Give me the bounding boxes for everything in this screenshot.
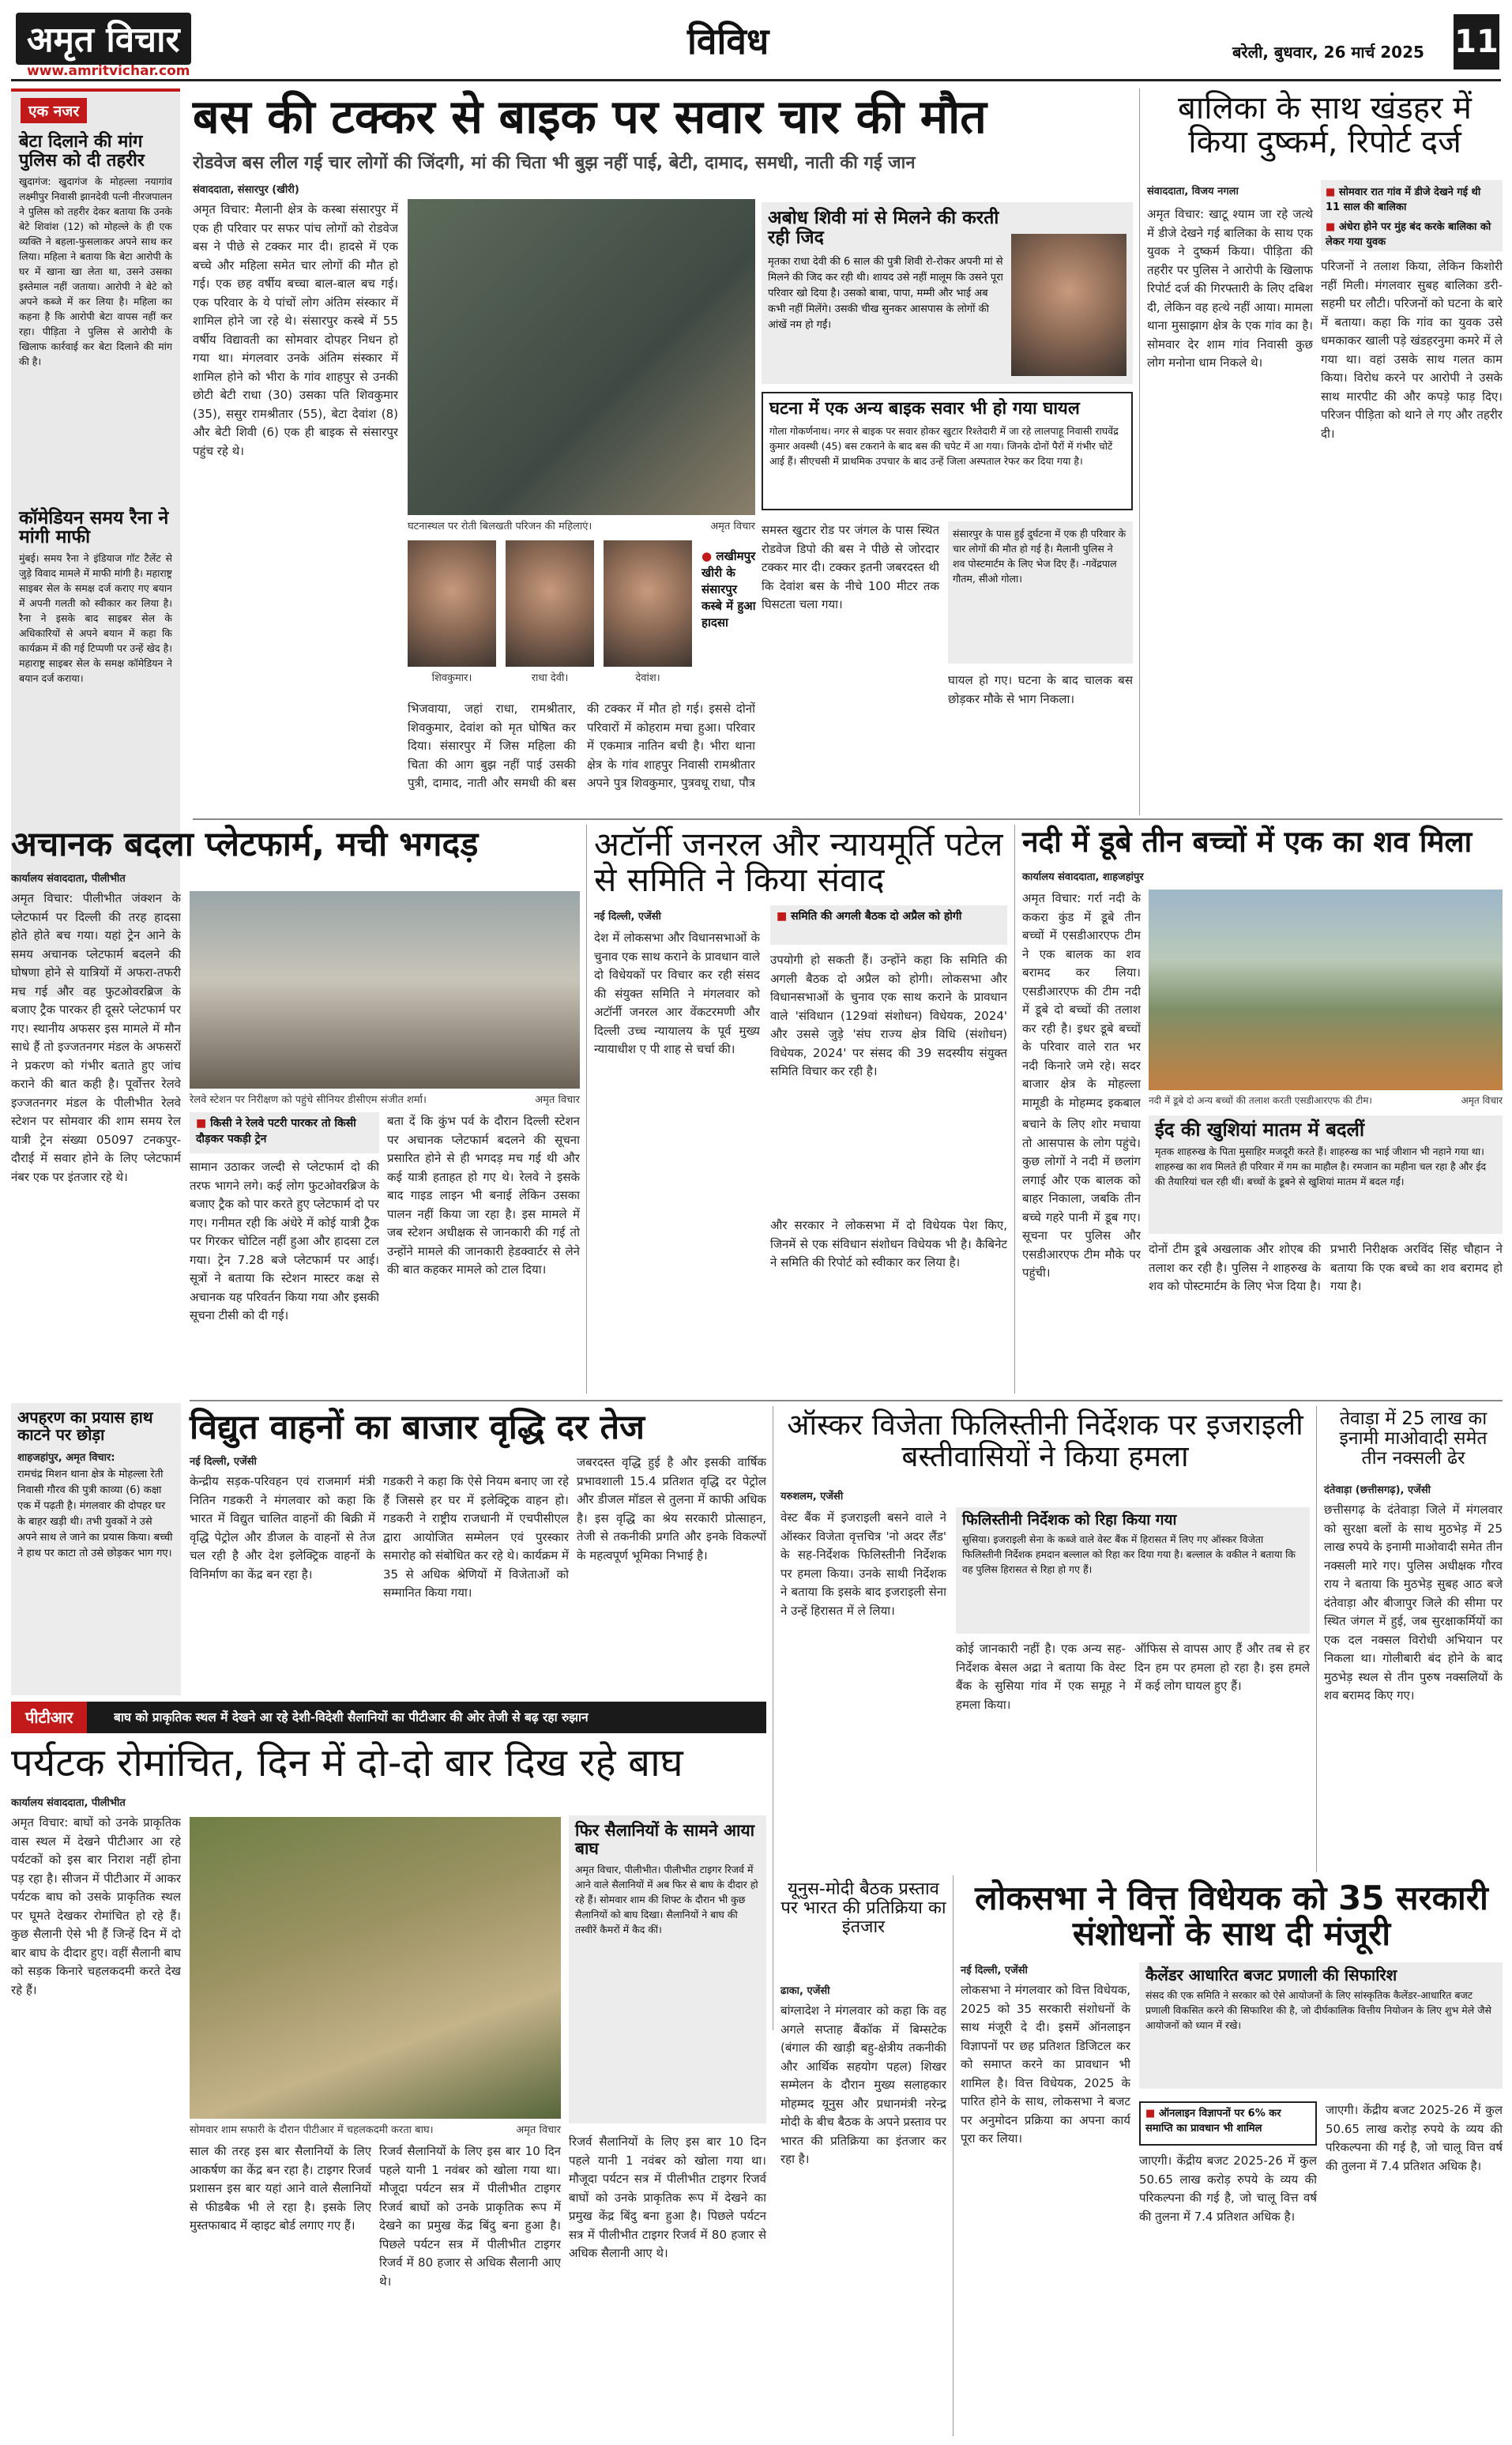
drowning-col3: दोनों टीम डूबे अखलाक और शोएब की तलाश कर रही है। पुलिस ने शाहरुख के शव को पोस्टमार्टम के लिए भेज दिया है। प्रभारी निरीक्षक अरविंद सिंह चौहान ने बताया कि एक बच्चे का शव बरामद हो गया है।: [1149, 1242, 1503, 1293]
injury-col2: घायल हो गए। घटना के बाद चालक बस छोड़कर मौके से भाग निकला।: [948, 673, 1133, 706]
briefs-tag: एक नजर: [21, 98, 87, 123]
eid-text: मृतक शाहरुख के पिता मुसाहिर मजदूरी करते हैं। शाहरुख का भाई जीशान भी नहाने गया था। शाहरुख का शव मिलते ही परिवार में गम का माहौल है। रमजान का महीना चल रहा है और ईद की तैयारियां चल रही थीं। बच्चों के डूबने से खुशियां मातम में बदल गईं।: [1155, 1145, 1487, 1187]
station-photo: [190, 891, 580, 1089]
kidnap-dateline: शाहजहांपुर, अमृत विचार:: [17, 1452, 115, 1465]
brief-title: बेटा दिलाने की मांग पुलिस को दी तहरीर: [19, 132, 145, 171]
section-title: विविध: [687, 20, 769, 62]
police-quote-box: संसारपुर के पास हुई दुर्घटना में एक ही परिवार के चार लोगों की मौत हो गई है। मैलानी पुलिस ने शव पोस्टमार्टम के लिए भेज दिए हैं। -गवेंद्रपाल गौतम, सीओ गोला।: [948, 521, 1133, 664]
rape-story-col1: अमृत विचार: खाटू श्याम जा रहे जत्थे में डीजे देखने गई बालिका के साथ एक युवक ने दुष्कर्म किया। पीड़िता की तहरीर पर पुलिस ने आरोपी के खिलाफ रिपोर्ट दर्ज की गिरफ्तारी के लिए दबिश दी, लेकिन वह हत्थे नहीं आया। मामला थाना मुसाझाग क्षेत्र के एक गांव का है। सोमवार देर शाम गांव निवासी कुछ लोग मनोना धाम निकले थे।: [1147, 207, 1313, 370]
square-icon: ■: [1145, 2108, 1156, 2120]
top-story-col2: भिजवाया, जहां राधा, रामश्रीतार, शिवकुमार, देवांश को मृत घोषित कर दिया। संसारपुर में जिस महिला की चिता की आग बुझ नहीं पाई उसकी पुत्री, दामाद, नाती और समधी की बस की टक्कर में मौत हो गई। इससे दोनों परिवारों में कोहराम मचा हुआ। परिवार में एकमात्र नातिन बची है। भीरा थाना क्षेत्र के गांव शाहपुर निवासी रामश्रीतार अपने पुत्र शिवकुमार, पुत्रवधू राधा, पौत्र: [408, 702, 755, 790]
digital-tax-highlight: ■ ऑनलाइन विज्ञापनों पर 6% कर समाप्ति का प्रावधान भी शामिल: [1139, 2101, 1317, 2146]
victim-photo: [604, 540, 692, 667]
child-photo: [1011, 234, 1126, 376]
victims-tag: ● लखीमपुर खीरी के संसारपुर कस्बे में हुआ हादसा: [701, 549, 756, 630]
tiger-sighting-title: फिर सैलानियों के सामने आया बाघ: [575, 1821, 755, 1858]
square-icon: ■: [1326, 221, 1336, 233]
drowning-col2: बचाने के लिए शोर मचाया तो आसपास के लोग पहुंचे। कुछ लोगों ने नदी में छलांग लगाई और एक बालक को बाहर निकाला, जबकि तीन बच्चे गहरे पानी में डूब गए। सूचना पर पुलिस और एसडीआरएफ टीम मौके पर पहुंची।: [1022, 1117, 1141, 1280]
tiger-sighting-box: [569, 1815, 766, 2123]
calendar-budget-text: संसद की एक समिति ने सरकार को ऐसे आयोजनों के लिए सांस्कृतिक कैलेंडर-आधारित बजट प्रणाली विकसित करने की सिफारिश की है, जो दीर्घकालिक वित्तीय नियोजन के लिए शुभ मेले जैसे आयोजनों को ध्यान में रखे।: [1145, 1988, 1491, 2031]
section-rule: [190, 1400, 1503, 1401]
loksabha-col1: लोकसभा ने मंगलवार को वित्त विधेयक, 2025 को 35 सरकारी संशोधनों के साथ मंजूरी दे दी। इसमें ऑनलाइन विज्ञापनों पर छह प्रतिशत डिजिटल कर को समाप्त करने का प्रावधान भी शामिल है। वित्त विधेयक, 2025 के पारित होने के साथ, लोकसभा ने बजट पर अनुमोदन प्रक्रिया का अपना कार्य पूरा कर लिया।: [961, 1983, 1130, 2146]
river-photo: [1149, 890, 1503, 1090]
loksabha-dateline: नई दिल्ली, एजेंसी: [961, 1965, 1028, 1977]
victim-name: राधा देवी।: [531, 672, 569, 684]
tiger-col4: रिजर्व सैलानियों के लिए इस बार 10 दिन पहले यानी 1 नवंबर को खोला गया था। मौजूदा पर्यटन सत्र में पीलीभीत टाइगर रिजर्व बाघों को उनके प्राकृतिक रूप में देखने का प्रमुख केंद्र बिंदु बना हुआ है। पिछले पर्यटन सत्र में पीलीभीत टाइगर रिजर्व में 80 हजार से अधिक सैलानी आए थे।: [569, 2135, 766, 2260]
loksabha-headline: लोकसभा ने वित्त विधेयक को 35 सरकारी संशोधनों के साथ दी मंजूरी: [975, 1879, 1488, 1954]
tiger-photo: [190, 1817, 561, 2119]
injury-brief-box: [762, 392, 1133, 510]
ev-dateline: नई दिल्ली, एजेंसी: [190, 1456, 257, 1468]
child-story-title: अबोध शिवी मां से मिलने की करती रही जिद: [768, 208, 999, 248]
victim-photo: [506, 540, 594, 667]
attorney-col2: उपयोगी हो सकती हैं। उन्होंने कहा कि समिति की अगली बैठक दो अप्रैल को होगी। लोकसभा और विधानसभाओं के चुनाव एक साथ कराने के प्रावधान वाले 'संविधान (129वां संशोधन) विधेयक, 2024' और उससे जुड़े 'संघ राज्य क्षेत्र विधि (संशोधन) विधेयक, 2024' पर संसद की 39 सदस्यीय संयुक्त समिति विचार कर रही है।: [770, 953, 1007, 1078]
rape-story-col2: परिजनों ने तलाश किया, लेकिन किशोरी नहीं मिली। मंगलवार सुबह बालिका डरी-सहमी घर लौटी। परिजनों को घटना के बारे में बताया। कहा कि गांव का युवक उसे धमकाकर खाली पड़े खंडहरनुमा कमरे में ले गया था। वहां उसके साथ गलत काम किया। विरोध करने पर आरोपी ने उसके साथ मारपीट की और कपड़े फाड़ दिए। परिजन पीड़िता को थाने ले गए और तहरीर दी।: [1321, 259, 1503, 441]
drowning-dateline: कार्यालय संवाददाता, शाहजहांपुर: [1022, 871, 1144, 883]
photo-credit: अमृत विचार: [535, 1094, 580, 1106]
platform-headline: अचानक बदला प्लेटफार्म, मची भगदड़: [11, 825, 479, 864]
photo-credit: अमृत विचार: [1461, 1095, 1503, 1106]
director-release-text: सुसिया। इजराइली सेना के कब्जे वाले वेस्ट बैंक में हिरासत में लिए गए ऑस्कर विजेता फिलिस्तीनी निर्देशक हमदान बल्लाल को रिहा कर दिया गया है। बल्लाल के वकील ने बताया कि वह पुलिस हिरासत से रिहा हो गए हैं।: [962, 1533, 1296, 1575]
tiger-col1: अमृत विचार: बाघों को उनके प्राकृतिक वास स्थल में देखने पीटीआर आ रहे पर्यटकों को इस बार निराश नहीं होना पड़ रहा है। सीजन में पीटीआर में आकर पर्यटक बाघ को उसके प्राकृतिक स्थल पर घूमते देखकर रोमांचित हो रहे हैं। कुछ सैलानी ऐसे भी हैं जिन्हें दिन में दो बार बाघ के दीदार हुए। वहीं सैलानी बाघ को सड़क किनारे चहलकदमी करते देख रहे हैं।: [11, 1815, 181, 1997]
rape-story-highlights: [1321, 180, 1503, 251]
tiger-sighting-text: अमृत विचार, पीलीभीत। पीलीभीत टाइगर रिजर्व में आने वाले सैलानियों में अब फिर से बाघ के दीदार हो रहे हैं। सोमवार शाम की शिफ्ट के दौरान भी कुछ सैलानियों को बाघ दिखा। सैलानियों ने बाघ की तस्वीरें कैमरों में कैद कीं।: [575, 1864, 758, 1936]
ptr-ribbon-tag: पीटीआर: [11, 1702, 87, 1733]
victim-name: शिवकुमार।: [431, 672, 472, 684]
page-number: 11: [1454, 14, 1499, 70]
photo-caption: सोमवार शाम सफारी के दौरान पीटीआर में चहलकदमी करता बाघ। अमृत विचार: [190, 2122, 561, 2136]
platform-col3: बता दें कि कुंभ पर्व के दौरान दिल्ली स्टेशन पर अचानक प्लेटफार्म बदलने की सूचना प्रसारित होने से ही भगदड़ मच गई थी और कई यात्री हताहत हो गए थे। रेलवे ने इसके बाद गाइड लाइन भी बनाई लेकिन उसका पालन नहीं किया जा रहा है। इस मामले में जब स्टेशन अधीक्षक से जानकारी की गई तो उन्होंने मामले की जानकारी हेडक्वार्टर से लेने की बात कहकर मामले को टाल दिया।: [387, 1114, 580, 1277]
top-story-dateline: संवाददाता, संसारपुर (खीरी): [193, 184, 299, 196]
rape-story-headline: बालिका के साथ खंडहर में किया दुष्कर्म, रिपोर्ट दर्ज: [1178, 90, 1472, 161]
ptr-ribbon: [11, 1702, 766, 1733]
victim-name: देवांश।: [635, 672, 660, 684]
tiger-col2: साल की तरह इस बार सैलानियों के लिए आकर्षण का केंद्र बन रहा है। टाइगर रिजर्व प्रशासन इस बार यहां आने वाले सैलानियों से फीडबैक भी ले रहा है। इसके लिए मुस्तफाबाद में व्हाइट बोर्ड लगाए गए हैं।: [190, 2144, 371, 2232]
yunus-dateline: ढाका, एजेंसी: [780, 1985, 830, 1997]
oscar-col3: ऑफिस से वापस आए हैं और तब से हर दिन हम पर हमला हो रहा है। इस हमले में कई लोग घायल हुए हैं।: [1134, 1642, 1310, 1693]
platform-highlight: ■ किसी ने रेलवे पटरी पारकर तो किसी दौड़कर पकड़ी ट्रेन: [190, 1112, 379, 1153]
highlight: ■ अंधेरा होने पर मुंह बंद करके बालिका को लेकर गया युवक: [1326, 221, 1491, 248]
brief-text: खुदागंज: खुदागंज के मोहल्ला नयागांव लक्ष्मीपुर निवासी झानदेवी पत्नी नीरजपालन ने पुलिस को तहरीर देकर बताया कि उनके बेटे शिवांश (12) को मोहल्ले के ही एक व्यक्ति ने बहला-फुसलाकर अपने साथ कर लिया। महिला ने बताया कि बेटा आरोपी के घर में खाना खा लेता था, उसने उसका इस्तेमाल नहीं जताया। आरोपी ने बेटे को अपने कब्जे में कर लिया है। महिला का कहना है कि आरोपी बेटा वापस नहीं कर रहा। पीड़िता ने पुलिस से आरोपी के खिलाफ कार्रवाई कर बेटा दिलाने की मांग की है।: [19, 175, 172, 367]
maoist-headline: तेवाड़ा में 25 लाख का इनामी माओवादी समेत तीन नक्सली ढेर: [1339, 1409, 1488, 1469]
injury-brief-text: गोला गोकर्णनाथ। नगर से बाइक पर सवार होकर खुटार रिश्तेदारी में जा रहे लालपाहू निवासी राघवेंद्र कुमार अवस्थी (45) बस टकराने के बाद बस की चपेट में आ गया। जिनके दोनों पैरों में गंभीर चोटें आई हैं। सीएचसी में प्राथमिक उपचार के बाद उन्हें जिला अस्पताल रेफर कर दिया गया है।: [769, 424, 1119, 467]
platform-col2: सामान उठाकर जल्दी से प्लेटफार्म दो की तरफ भागने लगे। कई लोग फुटओवरब्रिज के बजाए ट्रैक को पार करते हुए प्लेटफार्म दो पर गए। गनीमत रही कि अंधेरे में कोई यात्री ट्रैक पर गिरकर चोटिल नहीं हुआ और हादसा टल गया। ट्रेन 7.28 बजे प्लेटफार्म पर आई। सूत्रों ने बताया कि स्टेशन मास्टर कक्ष से अचानक यह परिवर्तन किया गया और इसकी सूचना टीसी को दी गई।: [190, 1160, 379, 1322]
director-release-title: फिलिस्तीनी निर्देशक को रिहा किया गया: [962, 1511, 1177, 1529]
attorney-headline: अटॉर्नी जनरल और न्यायमूर्ति पटेल से समिति ने किया संवाद: [594, 825, 1003, 900]
rape-story-dateline: संवाददाता, विजय नगला: [1147, 186, 1239, 197]
column-divider: [1316, 1406, 1317, 1872]
tiger-headline: पर्यटक रोमांचित, दिन में दो-दो बार दिख रहे बाघ: [11, 1740, 683, 1785]
platform-dateline: कार्यालय संवाददाता, पीलीभीत: [11, 873, 126, 885]
attorney-col1: देश में लोकसभा और विधानसभाओं के चुनाव एक साथ कराने के प्रावधान वाले दो विधेयकों पर विचार कर रही संसद की संयुक्त समिति ने मंगलवार को अटॉर्नी जनरल आर वेंकटरमणी और दिल्ली उच्च न्यायालय के पूर्व मुख्य न्यायाधीश ए पी शाह से चर्चा की।: [594, 931, 760, 1056]
section-rule: [193, 818, 1503, 820]
photo-caption: घटनास्थल पर रोती बिलखती परिजन की महिलाएं। अमृत विचार: [408, 518, 755, 532]
square-icon: ■: [777, 910, 788, 923]
tiger-dateline: कार्यालय संवाददाता, पीलीभीत: [11, 1797, 126, 1809]
calendar-budget-box: [1139, 1962, 1503, 2089]
drowning-headline: नदी में डूबे तीन बच्चों में एक का शव मिला: [1022, 825, 1473, 859]
eid-title: ईद की खुशियां मातम में बदलीं: [1155, 1119, 1365, 1141]
eid-box: [1149, 1115, 1503, 1234]
highlight: ■ सोमवार रात गांव में डीजे देखने गई थी 11 साल की बालिका: [1326, 186, 1481, 213]
tiger-col3: रिजर्व सैलानियों के लिए इस बार 10 दिन पहले यानी 1 नवंबर को खोला गया था। मौजूदा पर्यटन सत्र में पीलीभीत टाइगर रिजर्व बाघों को उनके प्राकृतिक रूप में देखने का प्रमुख केंद्र बिंदु बना हुआ है। पिछले पर्यटन सत्र में पीलीभीत टाइगर रिजर्व में 80 हजार से अधिक सैलानी आए थे।: [379, 2144, 561, 2289]
square-icon: ■: [1326, 186, 1336, 198]
yunus-headline: यूनुस-मोदी बैठक प्रस्ताव पर भारत की प्रतिक्रिया का इंतजार: [780, 1879, 946, 1937]
victim-photo: [408, 540, 496, 667]
masthead-site: www.amritvichar.com: [27, 63, 190, 79]
photo-credit: अमृत विचार: [710, 521, 755, 532]
maoist-text: छत्तीसगढ़ के दंतेवाड़ा जिले में मंगलवार को सुरक्षा बलों के साथ मुठभेड़ में 25 लाख रुपये के इनामी माओवादी समेत तीन नक्सली मारे गए। पुलिस अधीक्षक गौरव राय ने बताया कि मुठभेड़ सुबह आठ बजे दंतेवाड़ा और बीजापुर जिले की सीमा पर स्थित जंगल में हुई, जब सुरक्षाकर्मियों का एक दल नक्सल विरोधी अभियान पर निकला था। गोलीबारी बंद होने के बाद मुठभेड़ स्थल से तीन पुरुष नक्सलियों के शव बरामद किए गए।: [1324, 1503, 1503, 1702]
ev-col2: गडकरी ने कहा कि ऐसे नियम बनाए जा रहे हैं जिससे हर घर में इलेक्ट्रिक वाहन हो। गडकरी ने राष्ट्रीय राजधानी में एचपीसीएल द्वारा आयोजित सम्मेलन एवं पुरस्कार समारोह को संबोधित कर रहे थे। कार्यक्रम में 35 से अधिक श्रेणियों में विजेताओं को सम्मानित किया गया।: [383, 1474, 569, 1600]
attorney-highlight: ■ समिति की अगली बैठक दो अप्रैल को होगी: [770, 905, 1007, 945]
column-divider: [586, 825, 587, 1394]
photo-caption: रेलवे स्टेशन पर निरीक्षण को पहुंचे सीनियर डीसीएम संजीत शर्मा। अमृत विचार: [190, 1092, 580, 1106]
injury-brief-title: घटना में एक अन्य बाइक सवार भी हो गया घायल: [769, 399, 1080, 419]
masthead-date: बरेली, बुधवार, 26 मार्च 2025: [1232, 43, 1424, 62]
ev-col1: केन्द्रीय सड़क-परिवहन एवं राजमार्ग मंत्री नितिन गडकरी ने मंगलवार को कहा कि भारत में विद्युत चालित वाहनों की बिक्री में वृद्धि पेट्रोल और डीजल के वाहनों से तेज चल रही है और देश इलेक्ट्रिक वाहनों के विनिर्माण का केंद्र बन रहा है।: [190, 1474, 375, 1582]
loksabha-col3: जाएगी। केंद्रीय बजट 2025-26 में कुल 50.65 लाख करोड़ रुपये के व्यय की परिकल्पना की गई है, जो चालू वित्त वर्ष की तुलना में 7.4 प्रतिशत अधिक है।: [1326, 2103, 1503, 2173]
column-divider: [1139, 88, 1140, 815]
column-divider: [1014, 825, 1015, 1394]
square-icon: ■: [196, 1117, 207, 1130]
attorney-col3: और सरकार ने लोकसभा में दो विधेयक पेश किए, जिनमें से एक संविधान संशोधन विधेयक भी है। कैबिनेट ने समिति की रिपोर्ट को स्वीकार कर लिया है।: [770, 1218, 1007, 1270]
ev-col3: जबरदस्त वृद्धि हुई है और इसकी वार्षिक प्रभावशाली 15.4 प्रतिशत वृद्धि दर पेट्रोल और डीजल मॉडल से तुलना में काफी अधिक है। इस वृद्धि का श्रेय सरकारी प्रोत्साहन, तेजी से तकनीकी प्रगति और इनके विकल्पों के महत्वपूर्ण भूमिका निभाई है।: [577, 1455, 766, 1563]
top-story-subhead: रोडवेज बस लील गई चार लोगों की जिंदगी, मां की चिता भी बुझ नहीं पाई, बेटी, दामाद, समधी, नाती की गई जान: [193, 153, 916, 173]
child-story-box: [762, 202, 1133, 384]
dot-icon: ●: [701, 549, 713, 563]
calendar-budget-title: कैलेंडर आधारित बजट प्रणाली की सिफारिश: [1145, 1965, 1397, 1984]
drowning-col1: अमृत विचार: गर्रा नदी के ककरा कुंड में डूबे तीन बच्चों में एसडीआरएफ टीम ने एक बालक का शव बरामद कर लिया। एसडीआरएफ की टीम नदी में डूबे दो बच्चों की तलाश कर रही है। इधर डूबे बच्चों के परिवार वाले रात भर नदी किनारे जमे रहे। सदर बाजार क्षेत्र के मोहल्ला मामूडी के मोहम्मद इकबाल: [1022, 891, 1141, 1110]
attorney-dateline: नई दिल्ली, एजेंसी: [594, 911, 661, 923]
loksabha-col2: जाएगी। केंद्रीय बजट 2025-26 में कुल 50.65 लाख करोड़ रुपये के व्यय की परिकल्पना की गई है, जो चालू वित्त वर्ष की तुलना में 7.4 प्रतिशत अधिक है।: [1139, 2153, 1317, 2224]
director-release-box: [956, 1507, 1310, 1634]
kidnap-title: अपहरण का प्रयास हाथ काटने पर छोड़ा: [17, 1408, 153, 1444]
oscar-col2: कोई जानकारी नहीं है। एक अन्य सह-निर्देशक बेसल अद्रा ने बताया कि वेस्ट बैंक के सुसिया गांव में एक समूह ने हमला किया।: [956, 1642, 1126, 1712]
brief-text: मुंबई। समय रैना ने इंडियाज गॉट टैलेंट से जुड़े विवाद मामले में माफी मांगी है। महाराष्ट्र साइबर सेल के समक्ष दर्ज कराए गए बयान में अपनी गलती को स्वीकार कर लिया है। रैना ने इसके बाद साइबर सेल के अधिकारियों से अपने बयान में कहा कि कार्यक्रम में की गई टिप्पणी पर उन्हें खेद है। महाराष्ट्र साइबर सेल के समक्ष कॉमेडियन ने बयान दर्ज कराया।: [19, 552, 172, 685]
platform-col1: अमृत विचार: पीलीभीत जंक्शन के प्लेटफार्म पर दिल्ली की तरह हादसा होते होते बच गया। यहां ट्रेन आने के समय अचानक प्लेटफार्म बदलने की घोषणा होने से यात्रियों में अफरा-तफरी मच गई और वह फुटओवरब्रिज के बजाए ट्रैक पारकर ही दूसरे प्लेटफार्म पर गए। स्थानीय अफसर इस मामले में मौन साधे हैं तो इज्जतनगर मंडल के अफसरों ने प्रकरण को गंभीर बताते हुए जांच कराने की बात कही है। पूर्वोत्तर रेलवे इज्जतनगर मंडल के पीलीभीत रेलवे स्टेशन पर सोमवार की शाम समय रेल यात्री ट्रेन संख्या 05097 टनकपुर-दौराई में सवार होने के लिए प्लेटफार्म नंबर एक पर इंतजार रहे थे।: [11, 891, 181, 1184]
maoist-dateline: दंतेवाड़ा (छत्तीसगढ़), एजेंसी: [1324, 1484, 1431, 1496]
injury-col1: समस्त खुटार रोड पर जंगल के पास स्थित रोडवेज डिपो की बस ने पीछे से जोरदार टक्कर मार दी। टक्कर इतनी जबरदस्त थी कि देवांश बस के नीचे 100 मीटर तक घिसटता चला गया।: [762, 523, 939, 611]
oscar-headline: ऑस्कर विजेता फिलिस्तीनी निर्देशक पर इजराइली बस्तीवासियों ने किया हमला: [787, 1408, 1303, 1473]
child-story-text: मृतका राधा देवी की 6 साल की पुत्री शिवी रो-रोकर अपनी मां से मिलने की जिद कर रही थी। शायद उसे नहीं मालूम कि उसने पूरा परिवार खो दिया है। उसको बाबा, पापा, मम्मी और भाई अब कभी नहीं मिलेंगे। उसकी चीख सुनकर आसपास के लोगों की आंखें नम हो गईं।: [768, 255, 1003, 331]
ev-headline: विद्युत वाहनों का बाजार वृद्धि दर तेज: [190, 1408, 645, 1447]
kidnap-box: [11, 1403, 181, 1695]
oscar-col1: वेस्ट बैंक में इजराइली बसने वाले ने ऑस्कर विजेता वृत्तचित्र 'नो अदर लैंड' के सह-निर्देशक फिलिस्तीनी निर्देशक पर हमला किया। उनके साथी निर्देशक ने बताया कि इसके बाद इजराइली सेना ने उन्हें हिरासत में ले लिया।: [780, 1510, 946, 1618]
top-story-col1: अमृत विचार: मैलानी क्षेत्र के कस्बा संसारपुर में एक ही परिवार पर सफर पांच लोगों को रोडवेज बस ने पीछे से टक्कर मार दी। हादसे में एक बच्चे और महिला समेत चार लोगों की मौत हो गई। एक छह वर्षीय बच्चा बाल-बाल बच गई। एक परिवार के ये पांचों लोग अंतिम संस्कार में शामिल होने जा रहे थे। संसारपुर कस्बे में 55 वर्षीय विद्यावती का सोमवार दोपहर निधन हो गया था। मंगलवार उनके अंतिम संस्कार में शामिल होने को भीरा के गांव शाहपुर से उनकी छोटी बेटी राधा (30) उसका पति शिवकुमार (35), ससुर रामश्रीतार (55), बेटा देवांश (8) और बेटी शिवी (6) एक ही बाइक से संसारपुर पहुंच रहे थे।: [193, 202, 398, 458]
oscar-dateline: यरुशलम, एजेंसी: [780, 1491, 844, 1503]
brief-title: कॉमेडियन समय रैना ने मांगी माफी: [19, 507, 169, 548]
crash-photo: [408, 199, 755, 515]
masthead-logo: अमृत विचार: [16, 13, 191, 65]
photo-caption: नदी में डूबे दो अन्य बच्चों की तलाश करती एसडीआरएफ की टीम। अमृत विचार: [1149, 1095, 1503, 1106]
kidnap-text: रामचंद्र मिशन थाना क्षेत्र के मोहल्ला रेती निवासी गौरव की पुत्री काव्या (6) कक्षा एक में पढ़ती है। मंगलवार की दोपहर घर के बाहर खड़ी थी। तभी युवकों ने उसे अपने साथ ले जाने का प्रयास किया। बच्ची ने हाथ पर काटा तो उसे छोड़कर भाग गए।: [17, 1469, 173, 1560]
masthead-rule: [11, 79, 1501, 81]
top-story-headline: बस की टक्कर से बाइक पर सवार चार की मौत: [193, 89, 987, 144]
photo-credit: अमृत विचार: [516, 2124, 561, 2136]
ptr-ribbon-text: बाघ को प्राकृतिक स्थल में देखने आ रहे देशी-विदेशी सैलानियों का पीटीआर की ओर तेजी से बढ़ रहा रुझान: [114, 1710, 589, 1725]
yunus-text: बांग्लादेश ने मंगलवार को कहा कि वह अगले सप्ताह बैंकॉक में बिम्सटेक (बंगाल की खाड़ी बहु-क्षेत्रीय तकनीकी और आर्थिक सहयोग पहल) शिखर सम्मेलन के दौरान मुख्य सलाहकार मोहम्मद यूनुस और प्रधानमंत्री नरेन्द्र मोदी के बीच बैठक के अपने प्रस्ताव पर भारत की प्रतिक्रिया का इंतजार कर रहा है।: [780, 2003, 946, 2166]
